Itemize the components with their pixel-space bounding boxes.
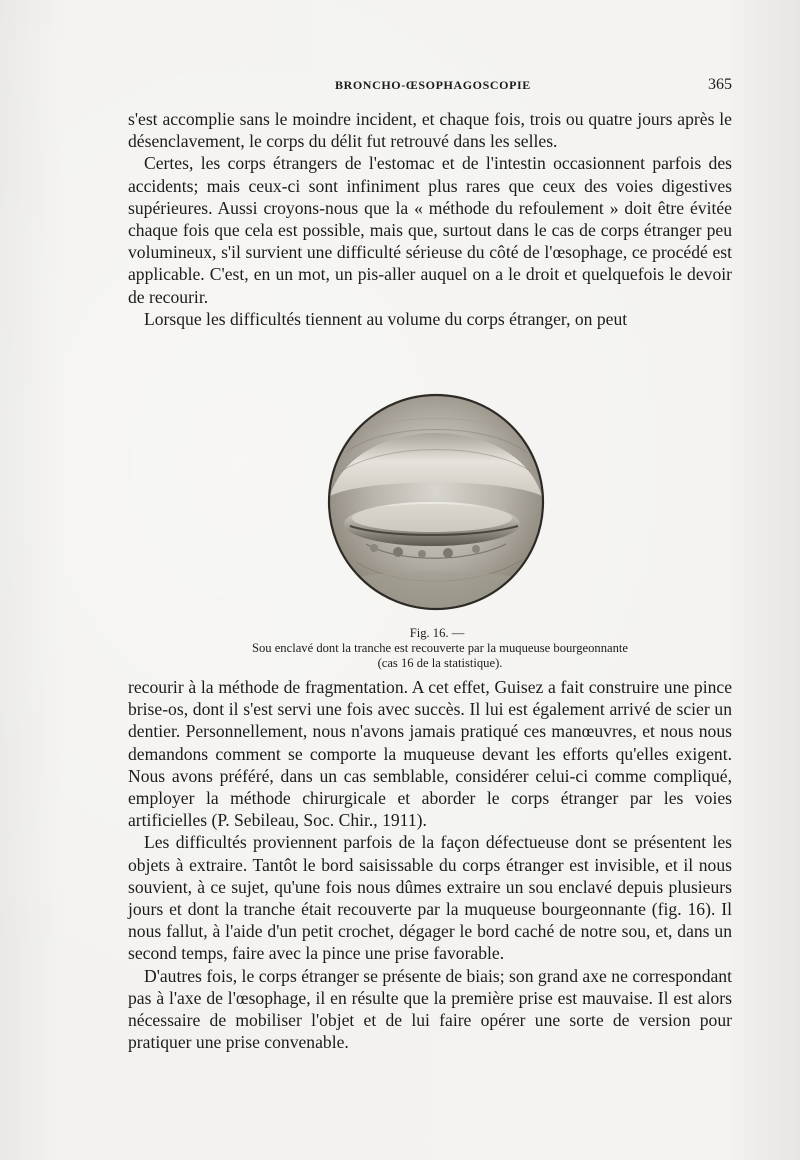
body-text-bottom [128, 676, 732, 1053]
caption-line-1: Sou enclavé dont la tranche est recouverte par la muqueuse bourgeonnante [251, 641, 629, 655]
figure-label: Fig. 16. — [409, 626, 465, 640]
paragraph: Lorsque les difficultés tiennent au volume du corps étranger, on peut [144, 308, 628, 329]
page-header [120, 76, 740, 98]
running-head: BRONCHO-ŒSOPHAGOSCOPIE [335, 78, 531, 92]
body-text-top [128, 108, 732, 330]
paragraph: D'autres fois, le corps étranger se présente de biais; son grand axe ne correspondant pas à l'axe de l'œsophage, il en résulte que la première prise est mauvaise. Il est alors nécessaire de mobiliser l'objet et de lui faire opérer une sorte de version pour pratiquer une prise convenable. [128, 965, 732, 1053]
paragraph: Les difficultés proviennent parfois de la façon défectueuse dont se présentent les objets à extraire. Tantôt le bord saisissable du corps étranger est invisible, et il nous souvient, à ce sujet, qu'une fois nous dûmes extraire un sou enclavé depuis plusieurs jours et dont la tranche était recouverte par la muqueuse bourgeonnante (fig. 16). Il nous fallut, à l'aide d'un petit crochet, dégager le bord caché de notre sou, et, dans un second temps, faire avec la pince une prise favorable. [128, 832, 732, 964]
paragraph-continued: recourir à la méthode de fragmentation. A cet effet, Guisez a fait construire une pince brise-os, dont il s'est servi une fois avec succès. Il lui est également arrivé de scier un dentier. Personnellement, nous n'avons jamais pratiqué ces manœuvres, et nous nous demandons comment se comporte la muqueuse devant les efforts qu'elles exigent. Nous avons préféré, dans un cas semblable, considérer celui-ci comme compliqué, employer la méthode chirurgicale et aborder le corps étranger par les voies artificielles (P. Sebileau, Soc. Chir., 1911). [128, 677, 732, 831]
figure-caption [170, 626, 710, 671]
paragraph-continued: s'est accomplie sans le moindre incident, et chaque fois, trois ou quatre jours après le désenclavement, le corps du délit fut retrouvé dans les selles. [128, 109, 732, 152]
coin-in-esophagus-drawing [326, 392, 546, 612]
caption-line-2: (cas 16 de la statistique). [377, 656, 503, 670]
figure-16-illustration [326, 392, 546, 612]
paragraph: Certes, les corps étrangers de l'estomac et de l'intestin occasionnent parfois des accidents; mais ceux-ci sont infiniment plus rares que ceux des voies digestives supérieures. Aussi croyons-nous que la « méthode du refoulement » doit être évitée chaque fois que cela est possible, mais que, surtout dans le cas de corps étranger peu volumineux, s'il survient une difficulté sérieuse du côté de l'œsophage, ce procédé est applicable. C'est, en un mot, un pis-aller auquel on a le droit et quelquefois le devoir de recourir. [128, 153, 732, 307]
page-number: 365 [708, 76, 732, 93]
